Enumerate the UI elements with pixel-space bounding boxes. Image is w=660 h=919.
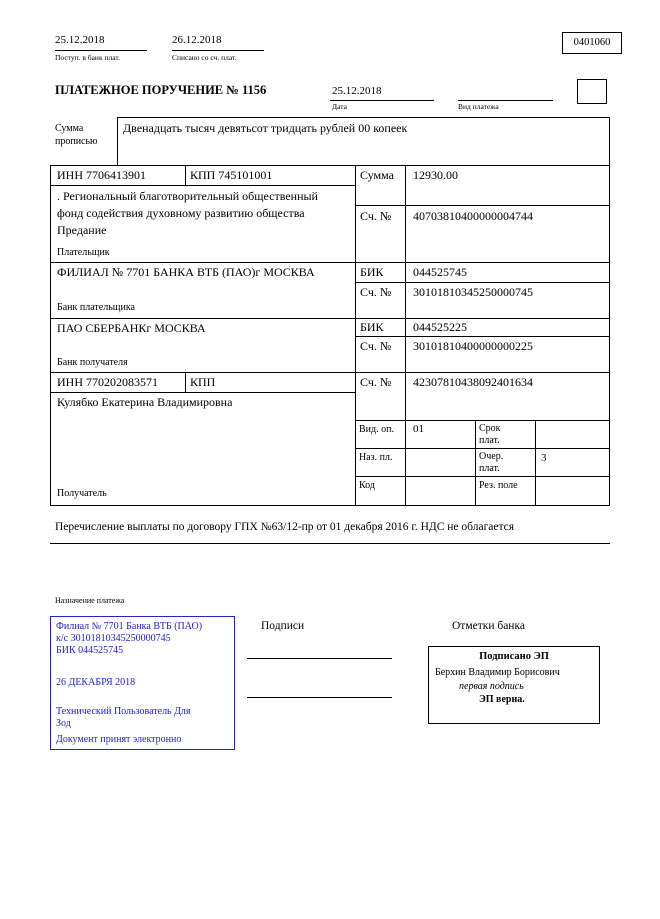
operation-type-label: Вид. оп. bbox=[359, 424, 394, 435]
grid-line bbox=[50, 165, 610, 166]
document-date: 25.12.2018 bbox=[332, 85, 382, 97]
stamp-bik: БИК 044525745 bbox=[56, 645, 124, 656]
grid-line bbox=[50, 262, 610, 263]
payer-inn: ИНН 7706413901 bbox=[57, 168, 146, 182]
payee-account-label: Сч. № bbox=[360, 375, 392, 389]
received-label: Поступ. в банк плат. bbox=[55, 53, 120, 62]
grid-line bbox=[609, 117, 610, 505]
grid-line bbox=[50, 185, 355, 186]
payer-bank-account-label: Сч. № bbox=[360, 285, 392, 299]
received-date: 25.12.2018 bbox=[55, 34, 105, 46]
payee-bank-section-label: Банк получателя bbox=[57, 357, 128, 368]
payment-term-label: Срок плат. bbox=[479, 423, 501, 446]
stamp-status: Документ принят электронно bbox=[56, 734, 182, 745]
ep-verified: ЭП верна. bbox=[479, 694, 525, 705]
payee-bank-name: ПАО СБЕРБАНКг МОСКВА bbox=[57, 321, 206, 335]
stamp-corr-account: к/с 30101810345250000745 bbox=[56, 633, 171, 644]
payer-bank-account: 30101810345250000745 bbox=[413, 285, 533, 299]
grid-line bbox=[185, 165, 186, 185]
ep-title: Подписано ЭП bbox=[479, 651, 549, 662]
reserve-field-label: Рез. поле bbox=[479, 480, 518, 491]
grid-line bbox=[185, 372, 186, 392]
date-underline bbox=[330, 100, 434, 101]
bank-marks-title: Отметки банка bbox=[452, 620, 525, 632]
grid-line bbox=[355, 282, 610, 283]
purpose-code-label: Наз. пл. bbox=[359, 452, 393, 463]
purpose-text: Перечисление выплаты по договору ГПХ №63/12-пр от 01 декабря 2016 г. НДС не облагается bbox=[55, 521, 515, 533]
payee-name: Кулябко Екатерина Владимировна bbox=[57, 395, 233, 409]
form-code-box bbox=[562, 32, 622, 54]
payer-name: . Региональный благотворительный общественный фонд содействия духовному развитию общества Предание bbox=[57, 189, 318, 237]
ep-signer-name: Берхин Владимир Борисович bbox=[435, 667, 560, 678]
code-label: Код bbox=[359, 480, 375, 491]
form-code: 0401060 bbox=[573, 37, 611, 48]
grid-line bbox=[355, 165, 356, 505]
document-title: ПЛАТЕЖНОЕ ПОРУЧЕНИЕ № 1156 bbox=[55, 83, 267, 97]
payee-section-label: Получатель bbox=[57, 488, 107, 499]
priority-value: 3 bbox=[541, 452, 547, 464]
payee-bank-bik: 044525225 bbox=[413, 320, 467, 334]
payer-bank-bik: 044525745 bbox=[413, 265, 467, 279]
payer-bank-section-label: Банк плательщика bbox=[57, 302, 135, 313]
grid-line bbox=[50, 372, 610, 373]
grid-line bbox=[117, 117, 610, 118]
stamp-bank-name: Филиал № 7701 Банка ВТБ (ПАО) bbox=[56, 621, 203, 632]
grid-line bbox=[355, 448, 610, 449]
payment-type-underline bbox=[458, 100, 553, 101]
operation-type-value: 01 bbox=[413, 423, 424, 435]
grid-line bbox=[50, 318, 610, 319]
payment-type-box bbox=[577, 79, 607, 104]
grid-line bbox=[355, 476, 610, 477]
purpose-label: Назначение платежа bbox=[55, 596, 125, 605]
electronic-signature-stamp bbox=[428, 646, 600, 724]
sum-label: Сумма bbox=[360, 168, 394, 182]
grid-line bbox=[355, 336, 610, 337]
stamp-user-line2: Зод bbox=[56, 718, 71, 729]
payer-kpp: КПП 745101001 bbox=[190, 168, 273, 182]
payer-bank-bik-label: БИК bbox=[360, 265, 384, 279]
priority-label: Очер. плат. bbox=[479, 451, 504, 474]
bank-acceptance-stamp bbox=[50, 616, 235, 750]
payer-bank-name: ФИЛИАЛ № 7701 БАНКА ВТБ (ПАО)г МОСКВА bbox=[57, 265, 315, 279]
grid-line bbox=[475, 420, 476, 505]
payee-bank-account: 30101810400000000225 bbox=[413, 339, 533, 353]
amount-words-value: Двенадцать тысяч девятьсот тридцать рублей 00 копеек bbox=[123, 121, 408, 135]
grid-line bbox=[50, 165, 51, 505]
payee-bank-account-label: Сч. № bbox=[360, 339, 392, 353]
payee-bank-bik-label: БИК bbox=[360, 320, 384, 334]
grid-line bbox=[355, 420, 610, 421]
payee-kpp-label: КПП bbox=[190, 375, 216, 389]
debited-date-underline bbox=[172, 50, 264, 51]
amount-words-label-2: прописью bbox=[55, 136, 98, 147]
grid-line bbox=[355, 205, 610, 206]
sum-value: 12930.00 bbox=[413, 168, 458, 182]
debited-label: Списано со сч. плат. bbox=[172, 53, 237, 62]
signatures-title: Подписи bbox=[261, 620, 305, 632]
payer-section-label: Плательщик bbox=[57, 247, 110, 258]
grid-line bbox=[50, 505, 610, 506]
grid-line bbox=[50, 392, 355, 393]
amount-words-label-1: Сумма bbox=[55, 123, 84, 134]
date-label: Дата bbox=[332, 102, 347, 111]
payee-inn: ИНН 770202083571 bbox=[57, 375, 158, 389]
signature-line-2 bbox=[247, 697, 392, 698]
payer-account-label: Сч. № bbox=[360, 209, 392, 223]
signature-line-1 bbox=[247, 658, 392, 659]
stamp-date: 26 ДЕКАБРЯ 2018 bbox=[56, 677, 136, 688]
debited-date: 26.12.2018 bbox=[172, 34, 222, 46]
ep-signature-kind: первая подпись bbox=[459, 681, 524, 692]
purpose-underline bbox=[50, 543, 610, 544]
grid-line bbox=[535, 420, 536, 505]
payee-account: 42307810438092401634 bbox=[413, 375, 533, 389]
grid-line bbox=[405, 165, 406, 505]
received-date-underline bbox=[55, 50, 147, 51]
grid-line bbox=[117, 117, 118, 165]
payment-type-label: Вид платежа bbox=[458, 102, 499, 111]
stamp-user-line1: Технический Пользователь Для bbox=[56, 706, 191, 717]
payer-account: 40703810400000004744 bbox=[413, 209, 533, 223]
